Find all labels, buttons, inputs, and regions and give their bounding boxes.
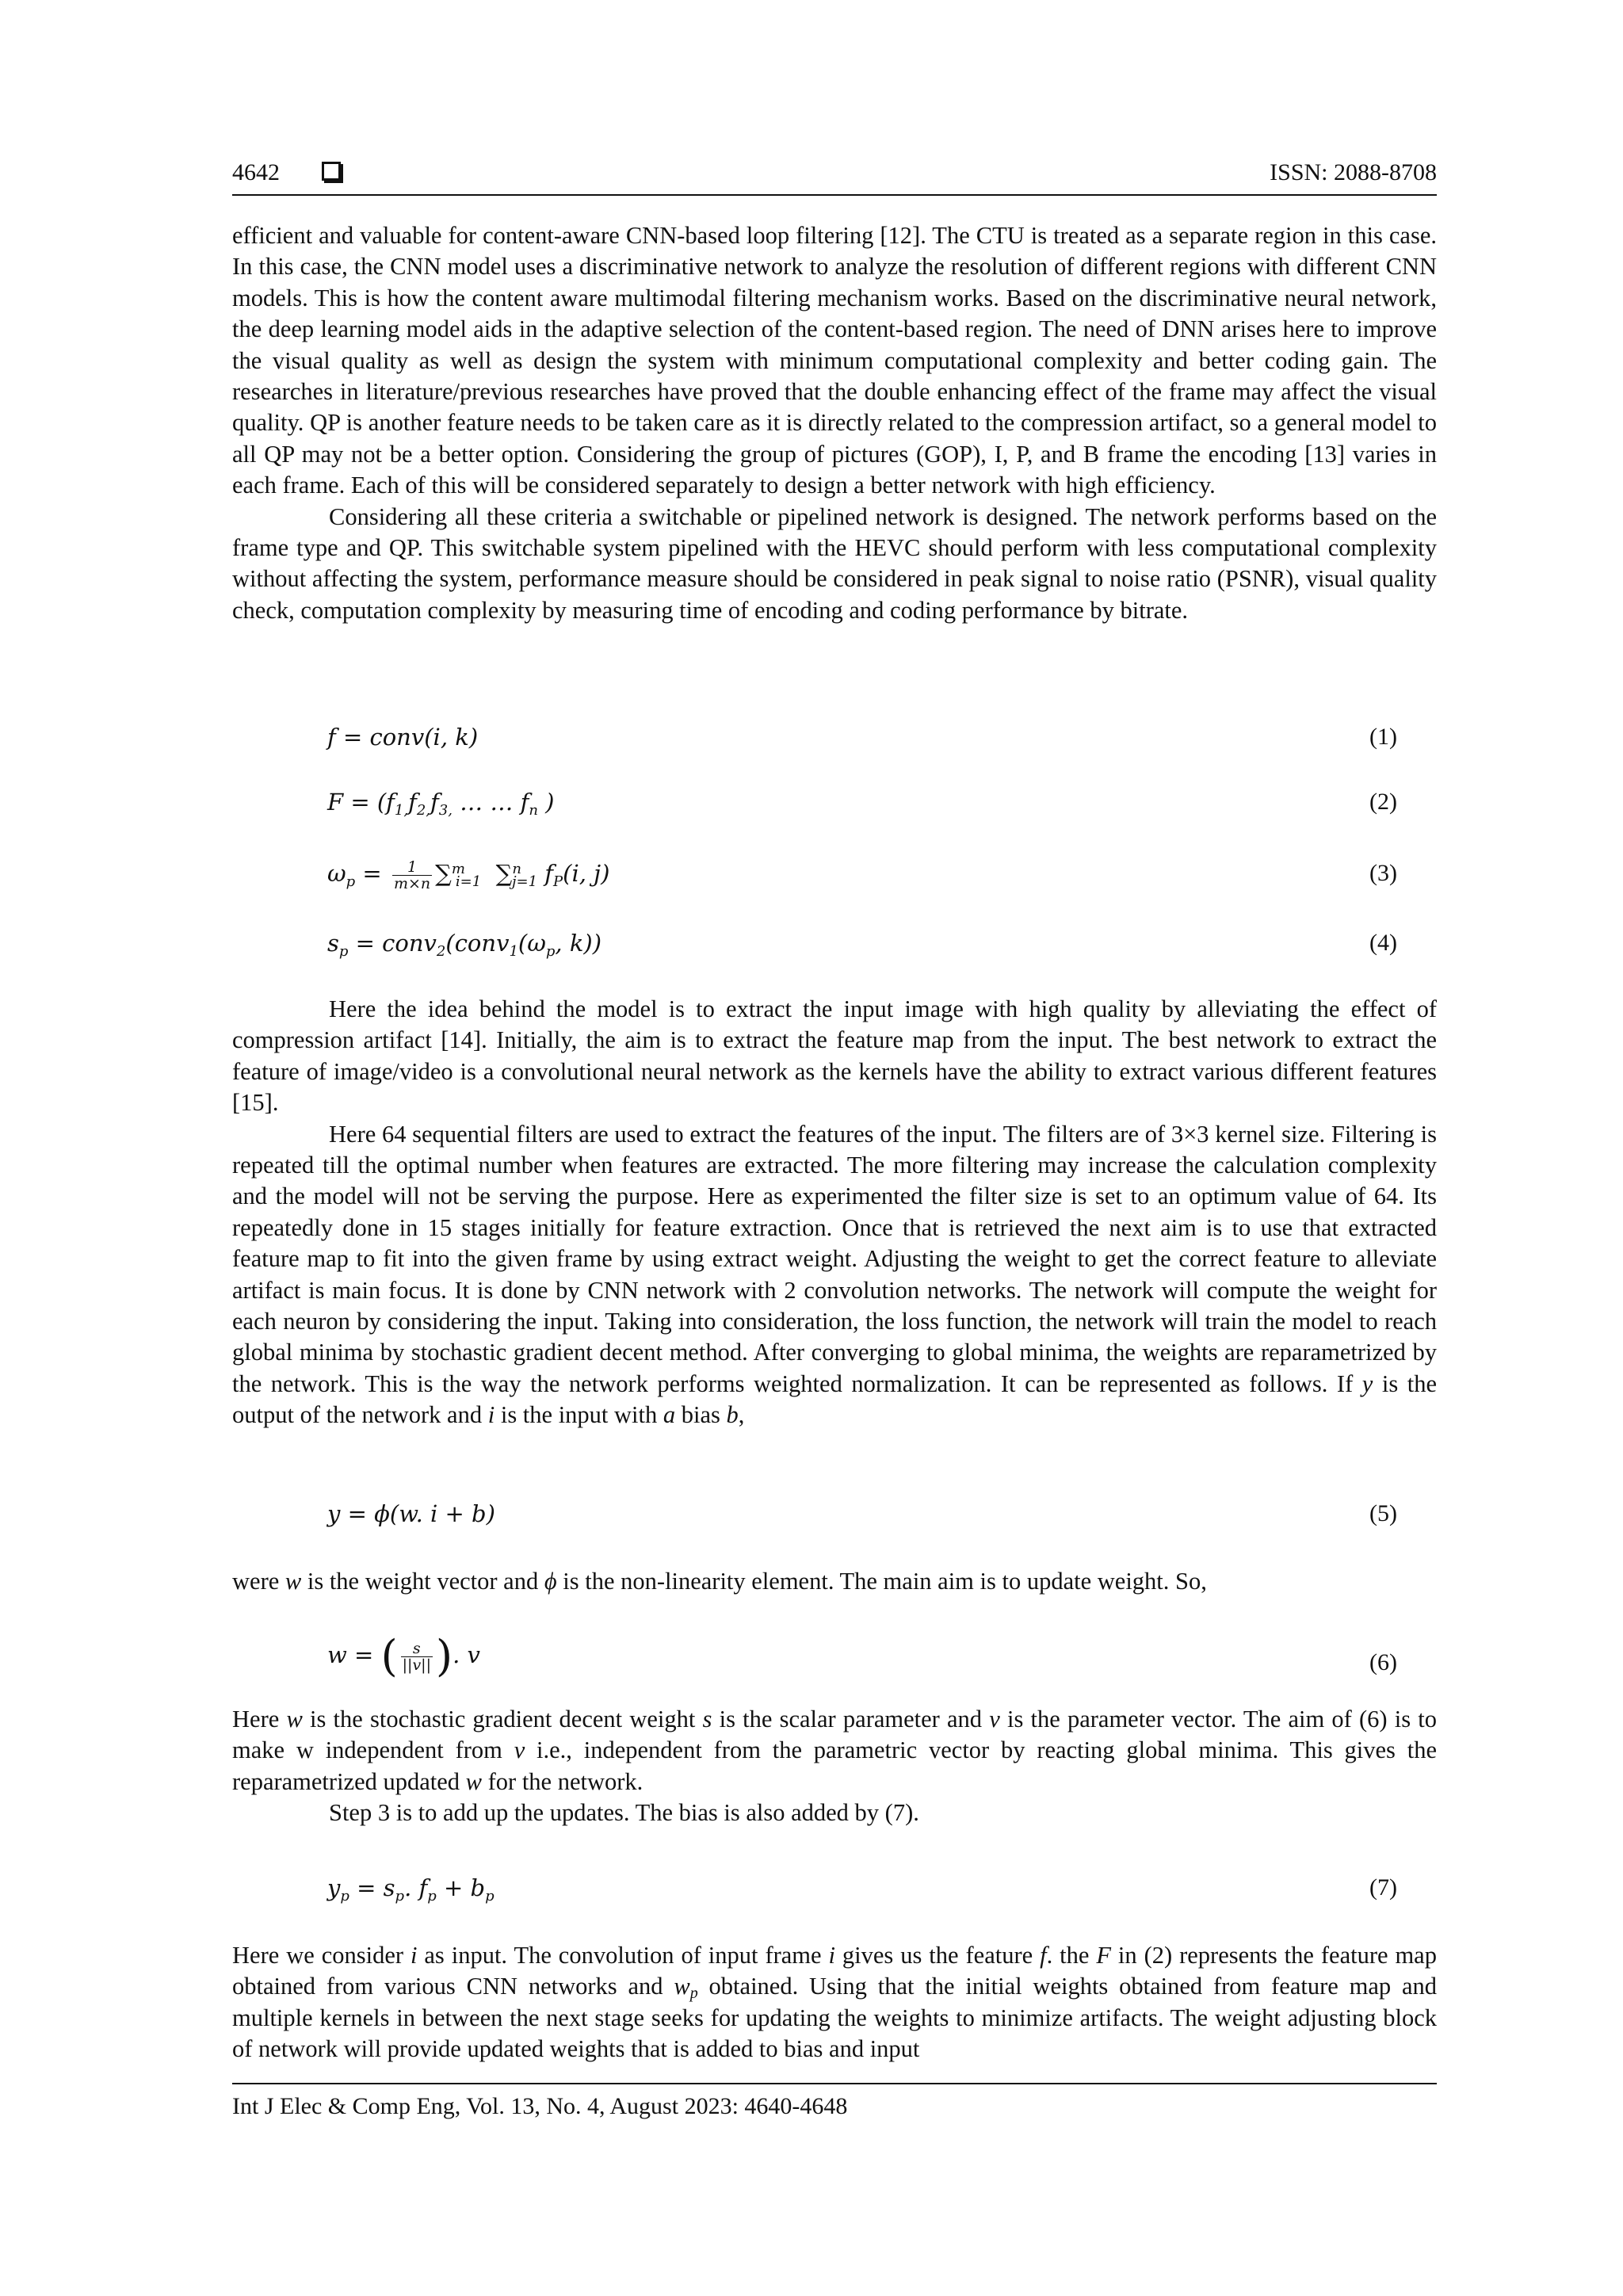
text-block-3: [232, 1566, 1437, 1597]
equation-2: [327, 785, 1397, 819]
paragraph-2: Considering all these criteria a switchable or pipelined network is designed. The network performs based on the frame type and QP. This switchable system pipelined with the HEVC should perform with less computational complexity without affecting the system, performance measure should be considered in peak signal to noise ratio (PSNR), visual quality check, computation complexity by measuring time of encoding and coding performance by bitrate.: [232, 502, 1437, 624]
paragraph-3: Here the idea behind the model is to extract the input image with high quality by alleviating the effect of compression artifact [14]. Initially, the aim is to extract the feature map from the input. The best network to extract the feature of image/video is a convolutional neural network as the kernels have the ability to extract various different features [15].: [232, 995, 1437, 1117]
equation-7-number: (7): [1369, 1874, 1397, 1901]
text-block-4: [232, 1704, 1437, 1829]
equation-5-math: y = ϕ(w. i + b): [327, 1500, 495, 1527]
equation-4-number: (4): [1369, 930, 1397, 956]
text-block-5: [232, 1940, 1437, 2065]
equation-3-math: $\omega_p$ = $\frac{1}{m\times n}$ ∑$^m_{i=1}$ ∑$^n_{j=1}$ $f_P(i$, j): [327, 858, 610, 892]
journal-citation: Int J Elec & Comp Eng, Vol. 13, No. 4, August 2023: 4640-4648: [232, 2093, 848, 2119]
text-block-2: [232, 994, 1437, 1431]
equation-6: [327, 1631, 1397, 1681]
equation-3: [327, 856, 1397, 891]
issn-label: ISSN: 2088-8708: [1270, 159, 1437, 185]
equation-1-number: (1): [1369, 724, 1397, 750]
paragraph-6: Here w is the stochastic gradient decent weight s is the scalar parameter and v is the parameter vector. The aim of (6) is to make w independent from v i.e., independent from the parametric vector by reacting global minima. This gives the reparametrized updated w for the network.: [232, 1706, 1437, 1795]
equation-2-number: (2): [1369, 789, 1397, 815]
paragraph-7: Step 3 is to add up the updates. The bias is also added by (7).: [329, 1799, 919, 1827]
paragraph-8: Here we consider i as input. The convolution of input frame i gives us the feature f. the F in (2) represents the feature map obtained from various CNN networks and $w_p$ obtained. Using that the initial weights obtained from feature map and multiple kernels in between the next stage seeks for updating the weights to minimize artifacts. The weight adjusting block of network will provide updated weights that is added to bias and input: [232, 1942, 1437, 2063]
header-rule: [232, 194, 1437, 196]
checkbox-square-icon: [322, 162, 341, 181]
paragraph-4: Here 64 sequential filters are used to extract the features of the input. The filters are of 3×3 kernel size. Filtering is repeated till the optimal number when features are extracted. The more filtering may increase the calculation complexity and the model will not be serving the purpose. Here as experimented the filter size is set to an optimum value of 64. Its repeatedly done in 15 stages initially for feature extraction. Once that is retrieved the next aim is to use that extracted feature map to fit into the given frame by using extract weight. Adjusting the weight to get the correct feature to alleviate artifact is main focus. It is done by CNN network with 2 convolution networks. The network will compute the weight for each neuron by considering the input. Taking into consideration, the loss function, the network will train the model to reach global minima by stochastic gradient decent method. After converging to global minima, the weights are reparametrized by the network. This is the way the network performs weighted normalization. It can be represented as follows. If y is the output of the network and i is the input with a bias b,: [232, 1120, 1437, 1429]
equation-7: [327, 1870, 1397, 1905]
text-block-1: [232, 220, 1437, 626]
equation-6-number: (6): [1369, 1649, 1397, 1675]
equation-4-math: $s_p$ = $conv_2(conv_1(\omega_p$, k)): [327, 930, 602, 960]
equation-5: [327, 1496, 1397, 1531]
running-header: [232, 157, 1437, 192]
equation-2-math: $F = (f_{1,}f_{2,}f_{3,}$ … … $f_n$ ): [327, 789, 555, 819]
equation-1-math: f = conv(i, k): [327, 724, 479, 751]
equation-4: [327, 926, 1397, 961]
equation-1: [327, 720, 1397, 755]
equation-7-math: $y_p = s_p$. $f_p + b_p$: [327, 1874, 495, 1904]
paragraph-1: efficient and valuable for content-aware CNN-based loop filtering [12]. The CTU is treated as a separate region in this case. In this case, the CNN model uses a discriminative network to analyze the resolution of different regions with different CNN models. This is how the content aware multimodal filtering mechanism works. Based on the discriminative neural network, the deep learning model aids in the adaptive selection of the content-based region. The need of DNN arises here to improve the visual quality as well as design the system with minimum computational complexity and better coding gain. The researches in literature/previous researches have proved that the double enhancing effect of the frame may affect the visual quality. QP is another feature needs to be taken care as it is directly related to the compression artifact, so a general model to all QP may not be a better option. Considering the group of pictures (GOP), I, P, and B frame the encoding [13] varies in each frame. Each of this will be considered separately to design a better network with high efficiency.: [232, 222, 1437, 499]
equation-6-math: w = ( $\frac{s}{||v||}$ ). v: [327, 1631, 480, 1681]
equation-3-number: (3): [1369, 860, 1397, 886]
page-number: 4642: [232, 159, 280, 185]
paragraph-5: were w is the weight vector and ϕ is the non-linearity element. The main aim is to update weight. So,: [232, 1568, 1207, 1595]
equation-5-number: (5): [1369, 1500, 1397, 1526]
footer-rule: [232, 2083, 1437, 2084]
